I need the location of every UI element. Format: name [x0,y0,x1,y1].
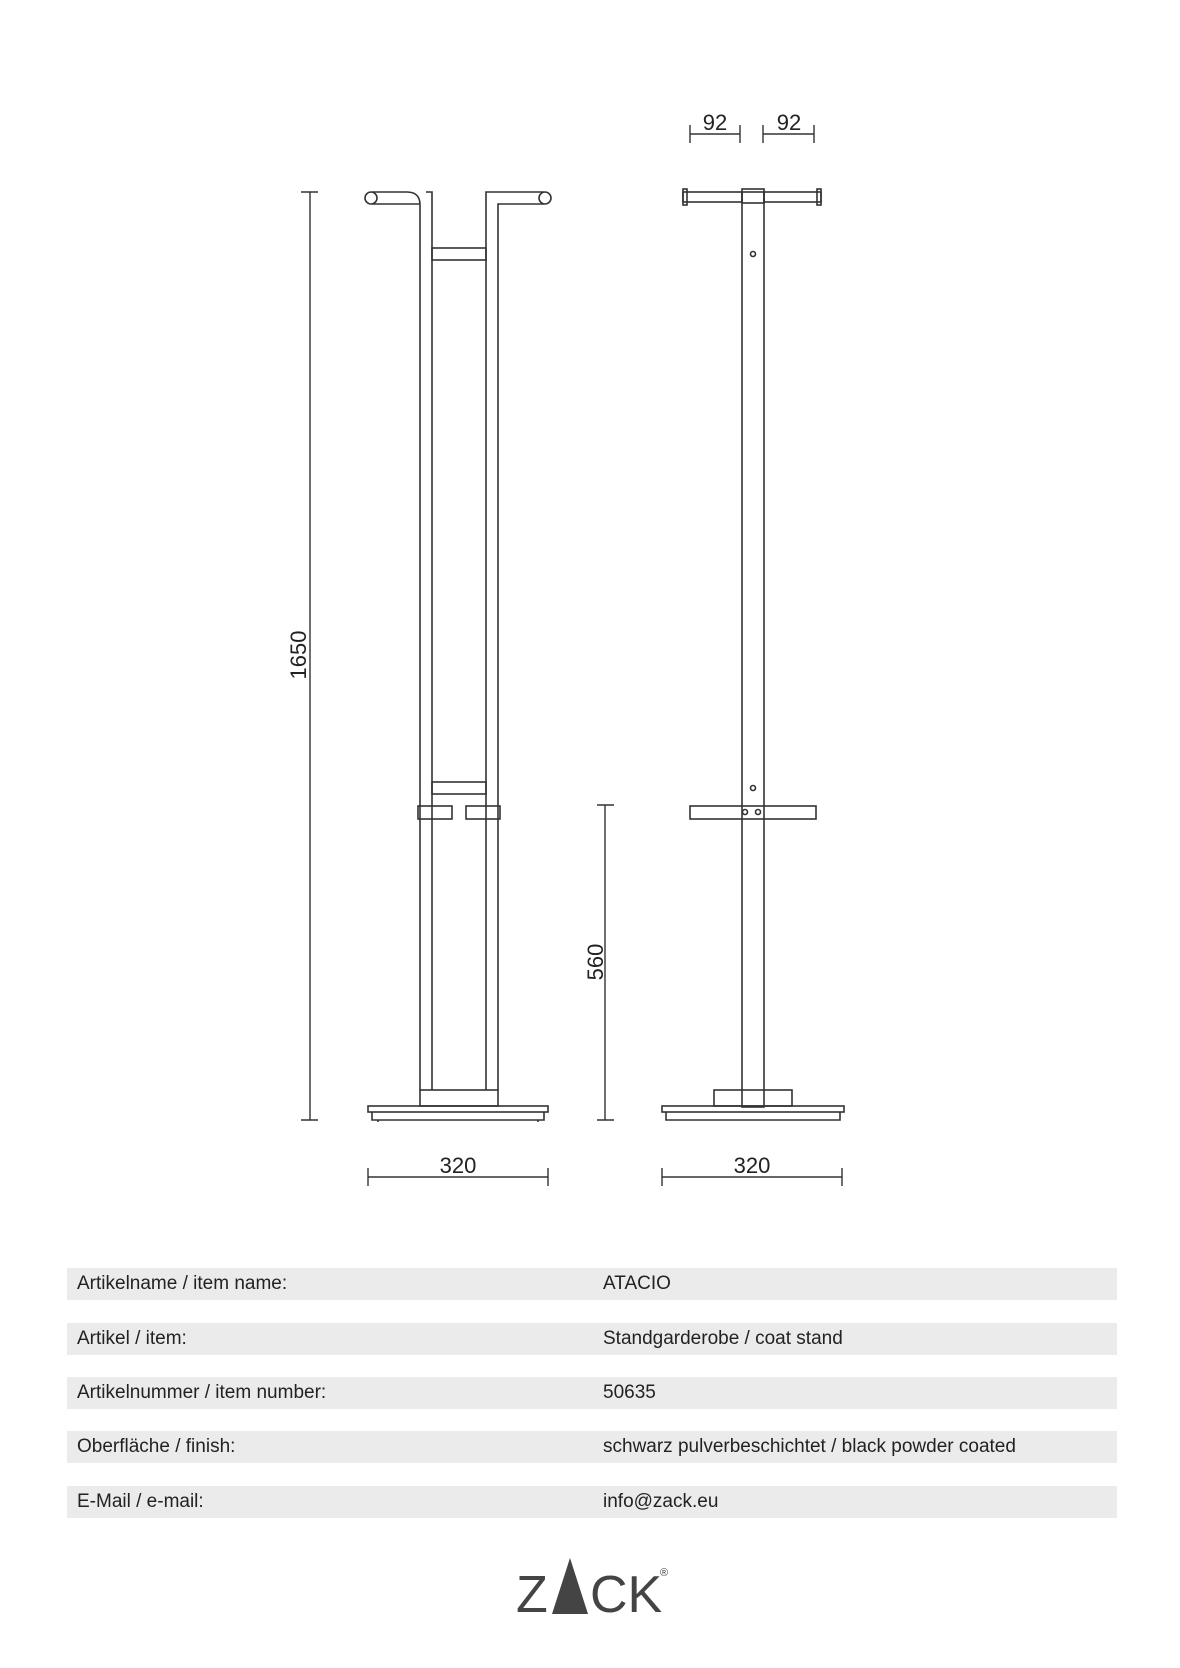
front-view [365,192,551,1122]
email-link[interactable]: info@zack.eu [603,1491,719,1512]
dim-arm-right: 92 [776,110,802,135]
logo-triangle-mark [552,1558,588,1614]
dim-arm-left: 92 [702,110,728,135]
dimension-lines [301,125,842,1186]
spec-value: 50635 [603,1382,656,1403]
spec-row-item-number [67,1377,1117,1409]
zack-logo [510,1548,680,1628]
spec-row-finish [67,1431,1117,1463]
spec-label: Artikel / item: [77,1328,187,1349]
spec-label: E-Mail / e-mail: [77,1491,204,1512]
spec-row-item-name [67,1268,1117,1300]
dim-step-height: 560 [583,943,608,981]
side-view [662,189,844,1120]
logo-letters-ck: CK [590,1566,663,1624]
spec-value: ATACIO [603,1273,671,1294]
dim-base-front: 320 [439,1153,477,1178]
dim-height: 1650 [286,630,311,680]
spec-label: Oberfläche / finish: [77,1436,236,1457]
logo-letter-z: Z [516,1566,548,1624]
spec-row-item [67,1323,1117,1355]
spec-value: Standgarderobe / coat stand [603,1328,843,1349]
spec-label: Artikelname / item name: [77,1273,288,1294]
spec-label: Artikelnummer / item number: [77,1382,327,1403]
logo-registered-mark: ® [660,1567,669,1579]
spec-row-email[interactable] [67,1486,1117,1518]
dim-base-side: 320 [733,1153,771,1178]
spec-value: schwarz pulverbeschichtet / black powder coated [603,1436,1016,1457]
